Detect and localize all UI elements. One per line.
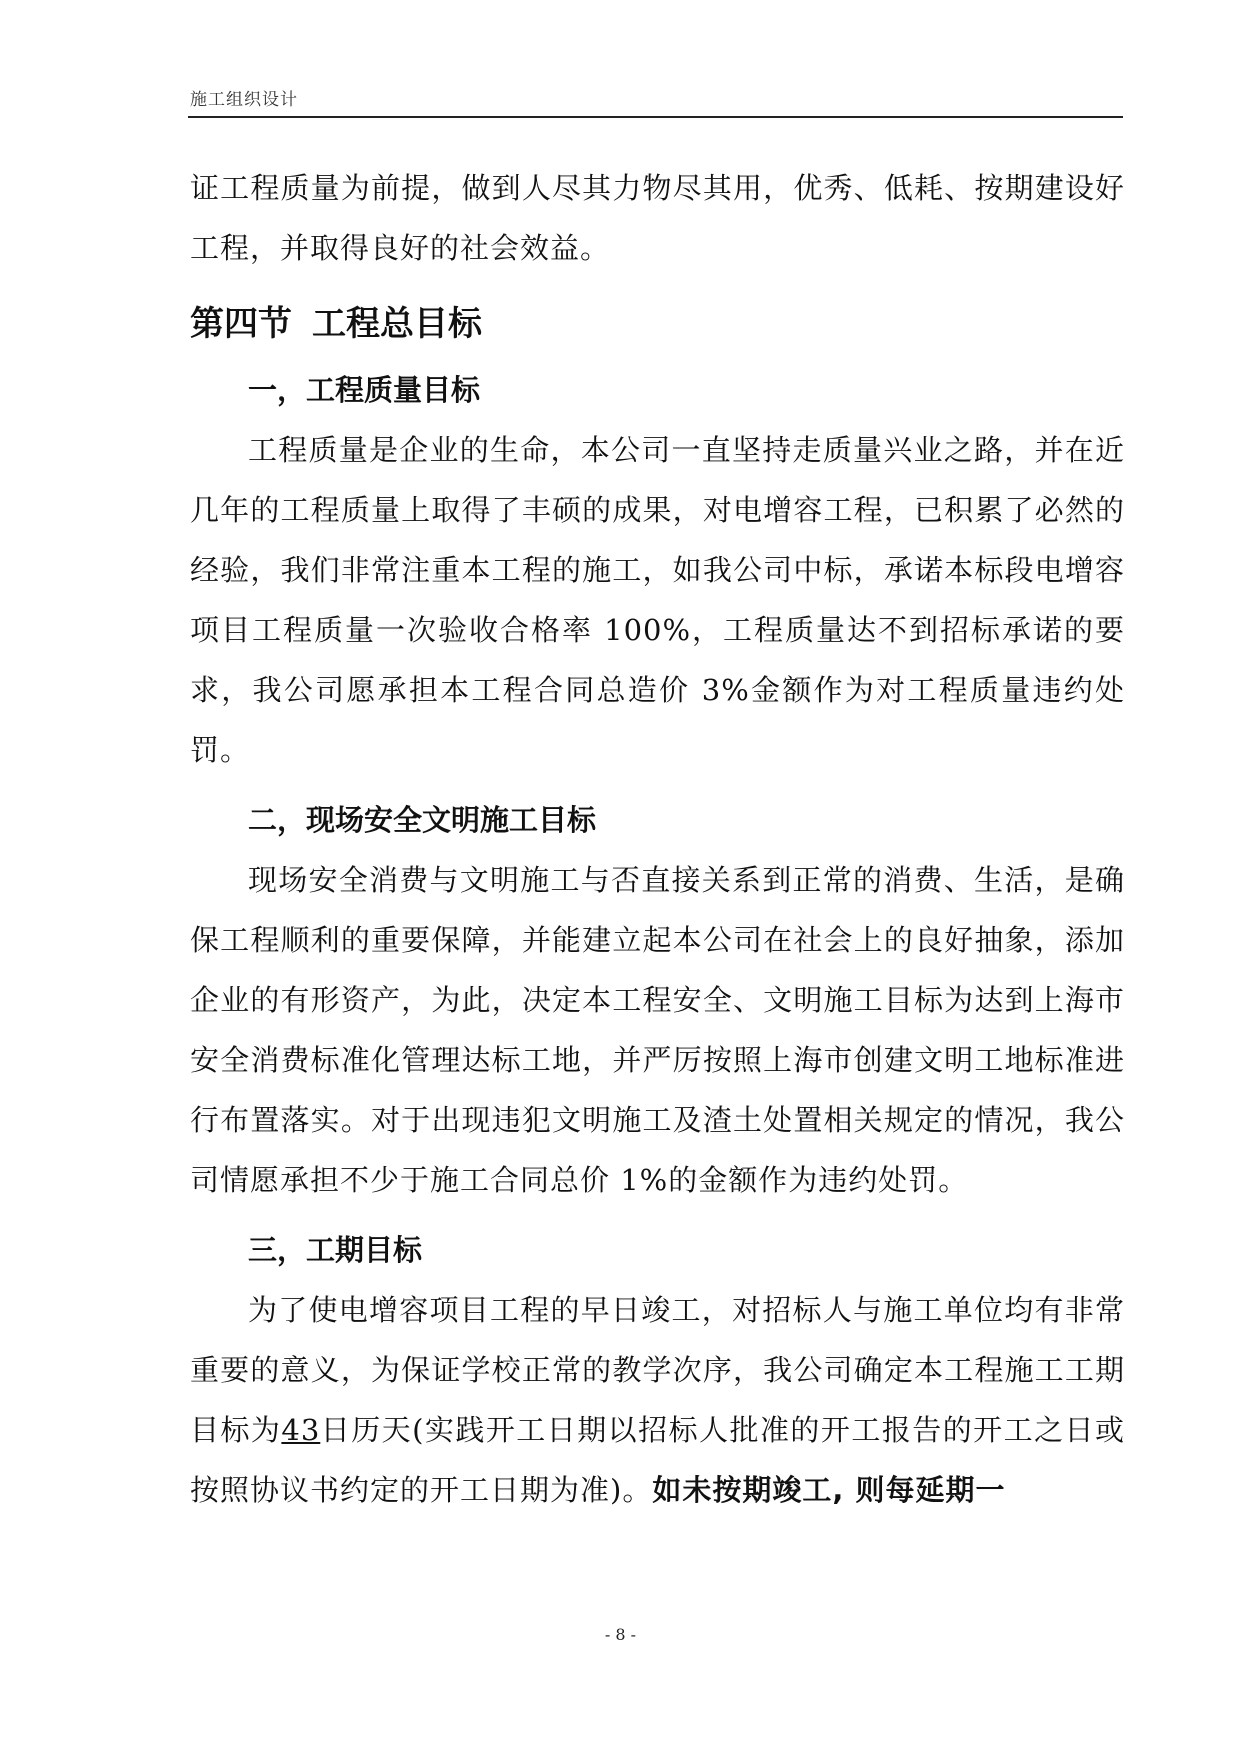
header-title: 施工组织设计	[190, 90, 298, 110]
safety-heading: 二，现场安全文明施工目标	[248, 803, 597, 837]
schedule-text-before: 为了使电增容项目工程的早日竣工，对招标人与施工单位均有非常重要的意义，为保证学校正常的教学次序，我公司确定本工程施工工期目标为	[190, 1293, 1125, 1447]
schedule-text-after: 日历天(实践开工日期以招标人批准的开工报告的开工之日或按照协议书约定的开工日期为准)。	[190, 1413, 1125, 1507]
quality-paragraph: 工程质量是企业的生命，本公司一直坚持走质量兴业之路，并在近几年的工程质量上取得了丰硕的成果，对电增容工程，已积累了必然的经验，我们非常注重本工程的施工，如我公司中标，承诺本标段电增容项目工程质量一次验收合格率 100%，工程质量达不到招标承诺的要求，我公司愿承担本工程合同总造价 3%金额作为对工程质量违约处罚。	[190, 433, 1125, 767]
schedule-heading: 三，工期目标	[248, 1233, 423, 1267]
section-title: 工程总目标	[312, 304, 482, 344]
quality-heading: 一，工程质量目标	[248, 373, 481, 407]
page-number: - 8 -	[604, 1625, 637, 1644]
section-number: 第四节	[190, 304, 292, 344]
page-header	[188, 88, 1123, 118]
schedule-paragraph	[190, 1280, 1125, 1520]
safety-paragraph: 现场安全消费与文明施工与否直接关系到正常的消费、生活，是确保工程顺利的重要保障，并能建立起本公司在社会上的良好抽象，添加企业的有形资产，为此，决定本工程安全、文明施工目标为达到上海市安全消费标准化管理达标工地，并严厉按照上海市创建文明工地标准进行布置落实。对于出现违犯文明施工及渣土处置相关规定的情况，我公司情愿承担不少于施工合同总价 1%的金额作为违约处罚。	[190, 863, 1125, 1197]
intro-paragraph: 证工程质量为前提，做到人尽其力物尽其用，优秀、低耗、按期建设好工程，并取得良好的社会效益。	[190, 171, 1125, 265]
schedule-days: 43	[281, 1413, 321, 1447]
schedule-bold-text: 如未按期竣工, 则每延期一	[652, 1473, 1006, 1507]
page-content	[190, 158, 1125, 1520]
section-heading	[190, 288, 1125, 360]
